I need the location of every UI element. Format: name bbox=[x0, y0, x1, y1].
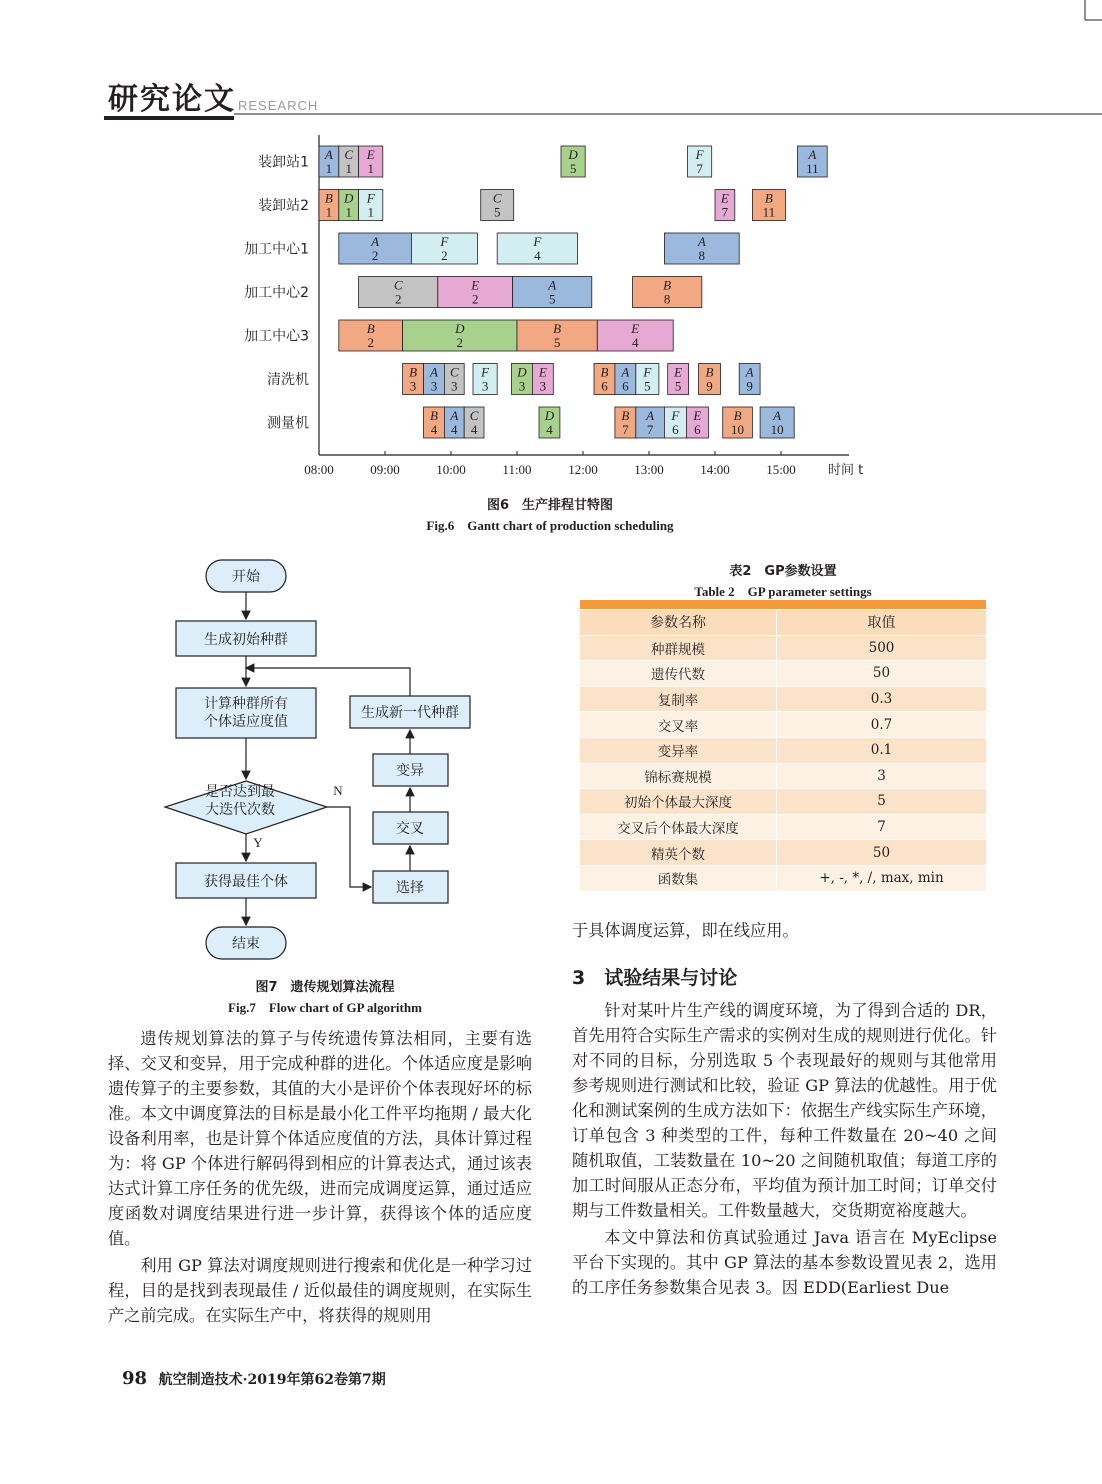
x-tick-label: 11:00 bbox=[502, 462, 532, 477]
task-job-label: A bbox=[429, 364, 438, 380]
table2-param-cell: 种群规模 bbox=[580, 635, 777, 661]
task-job-label: D bbox=[455, 321, 465, 336]
task-op-label: 2 bbox=[456, 335, 464, 350]
task-job-label: E bbox=[693, 408, 702, 423]
task-job-label: A bbox=[808, 147, 817, 162]
task-op-label: 4 bbox=[632, 335, 639, 350]
task-job-label: B bbox=[429, 408, 438, 423]
resource-label: 加工中心1 bbox=[244, 241, 309, 258]
left-paragraph-2: 利用 GP 算法对调度规则进行搜索和优化是一种学习过程，目的是找到表现最佳 / 近似最佳的调度规则，在实际生产之前完成。在实际生产中，将获得的规则用 bbox=[108, 1256, 532, 1325]
task-job-label: A bbox=[450, 408, 459, 423]
task-job-label: E bbox=[674, 364, 683, 380]
flow-best-label: 获得最佳个体 bbox=[204, 874, 288, 890]
flow-start-label: 开始 bbox=[232, 569, 260, 585]
section-3-heading: 3 试验结果与讨论 bbox=[572, 967, 738, 989]
task-op-label: 6 bbox=[622, 378, 629, 394]
task-op-label: 1 bbox=[345, 204, 352, 220]
task-job-label: A bbox=[621, 364, 630, 380]
task-job-label: F bbox=[440, 234, 449, 249]
x-tick-label: 15:00 bbox=[766, 462, 796, 477]
task-job-label: A bbox=[697, 234, 706, 249]
task-job-label: D bbox=[344, 190, 354, 206]
table2-value-cell: 500 bbox=[777, 635, 987, 661]
task-op-label: 3 bbox=[409, 378, 417, 394]
task-op-label: 2 bbox=[367, 335, 374, 350]
task-op-label: 4 bbox=[470, 422, 478, 437]
flow-decision-label-1: 是否达到最 bbox=[205, 784, 275, 800]
task-job-label: D bbox=[517, 364, 527, 380]
table2-header-row bbox=[580, 610, 986, 635]
x-tick-label: 09:00 bbox=[370, 462, 400, 477]
flow-newgen-label: 生成新一代种群 bbox=[361, 705, 459, 721]
task-op-label: 3 bbox=[481, 378, 489, 394]
task-op-label: 1 bbox=[325, 161, 333, 176]
x-tick-label: 10:00 bbox=[436, 462, 466, 477]
table2-param-cell: 锦标赛规模 bbox=[580, 763, 777, 789]
task-op-label: 5 bbox=[493, 204, 501, 220]
task-op-label: 7 bbox=[721, 204, 729, 220]
task-job-label: E bbox=[631, 321, 640, 336]
resource-label: 加工中心3 bbox=[244, 328, 309, 345]
task-op-label: 3 bbox=[451, 378, 458, 394]
task-job-label: A bbox=[773, 408, 782, 423]
task-job-label: C bbox=[492, 190, 502, 206]
table2-row bbox=[580, 763, 986, 789]
fig6-caption-en: Fig.6 Gantt chart of production scheduling bbox=[426, 518, 674, 533]
task-job-label: B bbox=[324, 190, 333, 206]
task-job-label: E bbox=[538, 364, 547, 380]
task-job-label: B bbox=[409, 364, 418, 380]
task-job-label: F bbox=[695, 147, 704, 162]
task-op-label: 4 bbox=[546, 422, 553, 437]
task-job-label: E bbox=[471, 277, 480, 293]
table2-param-cell: 初始个体最大深度 bbox=[580, 789, 777, 815]
task-job-label: E bbox=[720, 190, 729, 206]
table2-param-cell: 变异率 bbox=[580, 737, 777, 763]
task-job-label: A bbox=[745, 364, 754, 380]
gantt-chart bbox=[230, 135, 880, 480]
table2-value-cell: 7 bbox=[777, 814, 987, 840]
task-op-label: 8 bbox=[698, 248, 706, 263]
task-job-label: F bbox=[481, 364, 490, 380]
task-op-label: 2 bbox=[394, 291, 402, 307]
table2-row bbox=[580, 661, 986, 687]
table2-value-cell: 0.3 bbox=[777, 686, 987, 712]
task-job-label: B bbox=[621, 408, 630, 423]
task-op-label: 6 bbox=[694, 422, 701, 437]
task-job-label: B bbox=[366, 321, 375, 336]
gp-flowchart bbox=[160, 555, 490, 965]
section-header-title: 研究论文 bbox=[108, 82, 236, 117]
task-op-label: 2 bbox=[471, 291, 479, 307]
section-header-subtitle: RESEARCH bbox=[238, 98, 319, 113]
task-op-label: 5 bbox=[674, 378, 682, 394]
task-op-label: 4 bbox=[451, 422, 458, 437]
table2-value-cell: 50 bbox=[777, 661, 987, 687]
table2 bbox=[580, 610, 986, 892]
table2-value-cell: 0.1 bbox=[777, 737, 987, 763]
task-job-label: A bbox=[548, 277, 557, 293]
flow-fitness-label-2: 个体适应度值 bbox=[204, 714, 288, 730]
task-job-label: F bbox=[671, 408, 680, 423]
flow-no-label: N bbox=[333, 783, 343, 798]
task-op-label: 6 bbox=[672, 422, 679, 437]
table2-value-cell: 5 bbox=[777, 789, 987, 815]
task-op-label: 11 bbox=[762, 204, 776, 220]
task-op-label: 7 bbox=[622, 422, 629, 437]
task-job-label: A bbox=[371, 234, 380, 249]
resource-label: 加工中心2 bbox=[244, 285, 309, 301]
flow-decision-label-2: 大迭代次数 bbox=[205, 802, 275, 818]
table2-row bbox=[580, 865, 986, 891]
right-continuation: 于具体调度运算，即在线应用。 bbox=[572, 921, 799, 940]
flow-select-label: 选择 bbox=[396, 880, 424, 896]
task-op-label: 5 bbox=[553, 335, 561, 350]
flow-mutate-label: 变异 bbox=[396, 763, 424, 779]
task-op-label: 7 bbox=[696, 161, 703, 176]
task-job-label: B bbox=[705, 364, 714, 380]
flow-cross-label: 交叉 bbox=[396, 821, 424, 837]
flow-init-label: 生成初始种群 bbox=[204, 632, 288, 648]
task-op-label: 10 bbox=[770, 422, 784, 437]
task-op-label: 2 bbox=[441, 248, 448, 263]
table2-header-value: 取值 bbox=[777, 610, 987, 635]
task-job-label: A bbox=[646, 408, 655, 423]
page-number: 98 bbox=[122, 1368, 148, 1389]
task-op-label: 1 bbox=[367, 161, 374, 176]
flow-end-label: 结束 bbox=[232, 936, 260, 952]
table2-row bbox=[580, 686, 986, 712]
table2-param-cell: 遗传代数 bbox=[580, 661, 777, 687]
task-op-label: 11 bbox=[806, 161, 819, 176]
task-op-label: 10 bbox=[731, 422, 745, 437]
task-job-label: F bbox=[643, 364, 652, 380]
task-job-label: F bbox=[533, 234, 542, 249]
left-paragraph-1: 遗传规划算法的算子与传统遗传算法相同，主要有选择、交叉和变异，用于完成种群的进化。个体适应度是影响遗传算子的主要参数，其值的大小是评价个体表现好坏的标准。本文中调度算法的目标是最小化工件平均拖期 / 最大化设备利用率，也是计算个体适应度值的方法，具体计算过程为：将 GP 个体进行解码得到相应的计算表达式，通过该表达式计算工序任务的优先级，进而完成调度运算，通过适应度函数对调度结果进行进一步计算，获得该个体的适应度值。 bbox=[108, 1029, 532, 1248]
task-op-label: 3 bbox=[539, 378, 547, 394]
task-op-label: 4 bbox=[430, 422, 438, 437]
task-op-label: 3 bbox=[430, 378, 438, 394]
task-op-label: 1 bbox=[367, 204, 374, 220]
task-job-label: D bbox=[568, 147, 578, 162]
table2-param-cell: 交叉率 bbox=[580, 712, 777, 738]
table2-caption-en: Table 2 GP parameter settings bbox=[694, 584, 872, 599]
task-op-label: 9 bbox=[746, 378, 753, 394]
task-job-label: D bbox=[544, 408, 555, 423]
task-job-label: B bbox=[764, 190, 773, 206]
resource-label: 装卸站1 bbox=[258, 154, 309, 171]
right-paragraph-1: 针对某叶片生产线的调度环境，为了得到合适的 DR，首先用符合实际生产需求的实例对生成的规则进行优化。针对不同的目标，分别选取 5 个表现最好的规则与其他常用参考规则进行测试和比较，验证 GP 算法的优越性。用于优化和测试案例的生成方法如下：依据生产线实际生产环境，订单包含 3 种类型的工件，每种工件数量在 20~40 之间随机取值，工装数量在 10~20 之间随机取值；每道工序的加工时间服从正态分布，平均值为预计加工时间；订单交付期与工件数量相关。工件数量越大，交货期宽裕度越大。 bbox=[572, 1001, 997, 1220]
task-job-label: B bbox=[600, 364, 609, 380]
task-op-label: 1 bbox=[325, 204, 333, 220]
task-job-label: B bbox=[733, 408, 742, 423]
table2-row bbox=[580, 814, 986, 840]
fig7-caption-en: Fig.7 Flow chart of GP algorithm bbox=[228, 1000, 422, 1015]
left-column-text bbox=[108, 1026, 532, 1328]
task-op-label: 8 bbox=[663, 291, 671, 307]
resource-label: 装卸站2 bbox=[258, 198, 309, 214]
x-axis-label: 时间 t bbox=[828, 463, 864, 478]
table2-header-param: 参数名称 bbox=[580, 610, 777, 635]
fig7-caption-cn: 图7 遗传规划算法流程 bbox=[255, 980, 395, 995]
resource-label: 测量机 bbox=[267, 415, 309, 432]
resource-label: 清洗机 bbox=[267, 372, 309, 388]
task-job-label: B bbox=[553, 321, 562, 336]
x-tick-label: 13:00 bbox=[634, 462, 664, 477]
table2-top-rule bbox=[580, 600, 986, 609]
table2-param-cell: 复制率 bbox=[580, 686, 777, 712]
task-op-label: 5 bbox=[569, 161, 577, 176]
table2-row bbox=[580, 737, 986, 763]
x-tick-label: 14:00 bbox=[700, 462, 730, 477]
x-tick-label: 08:00 bbox=[304, 462, 334, 477]
table2-row bbox=[580, 712, 986, 738]
journal-name: 航空制造技术·2019年第62卷第7期 bbox=[158, 1372, 386, 1388]
table2-caption-cn: 表2 GP参数设置 bbox=[729, 564, 837, 579]
table2-row bbox=[580, 789, 986, 815]
right-paragraph-2: 本文中算法和仿真试验通过 Java 语言在 MyEclipse 平台下实现的。其中 GP 算法的基本参数设置见表 2，选用的工序任务参数集合见表 3。因 EDD(Earliest Due bbox=[572, 1228, 997, 1297]
table2-param-cell: 交叉后个体最大深度 bbox=[580, 814, 777, 840]
task-job-label: E bbox=[366, 147, 375, 162]
task-job-label: B bbox=[663, 277, 672, 293]
task-op-label: 6 bbox=[601, 378, 608, 394]
task-op-label: 3 bbox=[518, 378, 526, 394]
right-column-text bbox=[572, 918, 997, 1300]
task-job-label: C bbox=[449, 364, 459, 380]
task-op-label: 2 bbox=[371, 248, 379, 263]
x-tick-label: 12:00 bbox=[568, 462, 598, 477]
task-op-label: 4 bbox=[534, 248, 541, 263]
fig6-caption-cn: 图6 生产排程甘特图 bbox=[486, 498, 614, 513]
table2-value-cell: 0.7 bbox=[777, 712, 987, 738]
task-op-label: 1 bbox=[345, 161, 352, 176]
table2-row bbox=[580, 840, 986, 866]
task-job-label: C bbox=[469, 408, 479, 423]
task-job-label: C bbox=[393, 277, 403, 293]
task-job-label: F bbox=[366, 190, 375, 206]
task-job-label: C bbox=[344, 147, 354, 162]
task-op-label: 5 bbox=[644, 378, 651, 394]
task-job-label: A bbox=[324, 147, 333, 162]
flow-fitness-label-1: 计算种群所有 bbox=[204, 696, 288, 712]
task-op-label: 5 bbox=[548, 291, 556, 307]
table2-row bbox=[580, 635, 986, 661]
table2-param-cell: 函数集 bbox=[580, 865, 777, 891]
task-op-label: 7 bbox=[646, 422, 654, 437]
flow-yes-label: Y bbox=[253, 835, 263, 850]
page-footer bbox=[122, 1368, 386, 1389]
task-op-label: 9 bbox=[706, 378, 713, 394]
table2-value-cell: 50 bbox=[777, 840, 987, 866]
table2-value-cell: +, -, *, /, max, min bbox=[777, 865, 987, 891]
table2-param-cell: 精英个数 bbox=[580, 840, 777, 866]
table2-value-cell: 3 bbox=[777, 763, 987, 789]
